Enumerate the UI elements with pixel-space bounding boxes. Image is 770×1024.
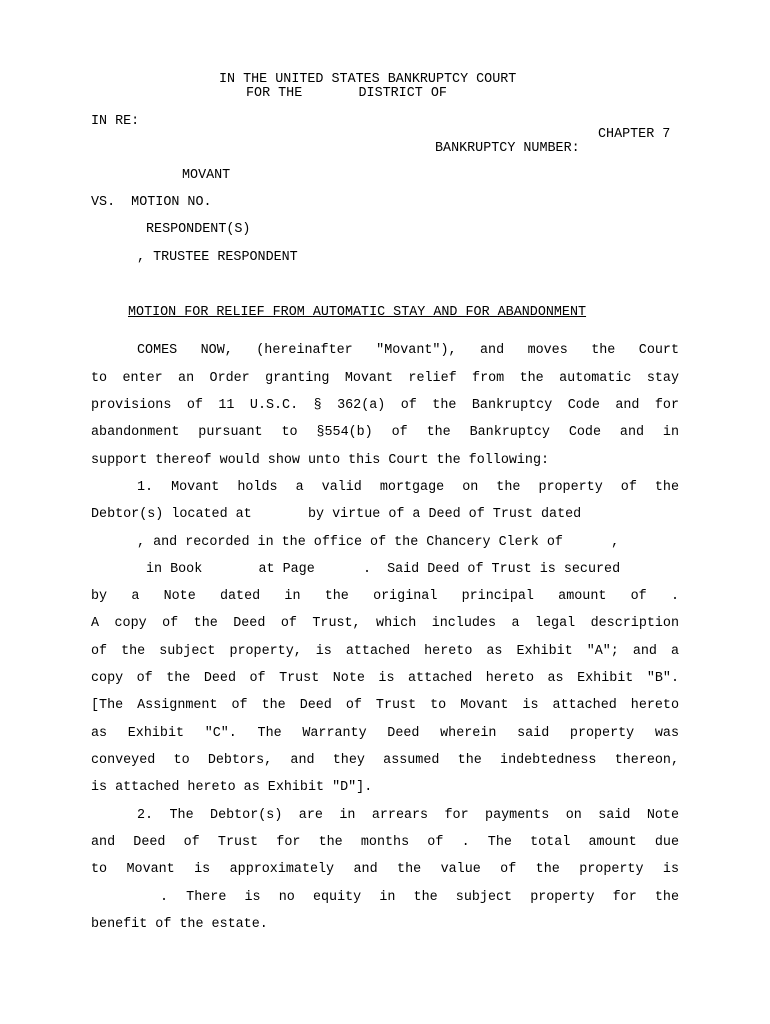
body-line: and Deed of Trust for the months of . The total amount due	[91, 835, 679, 850]
body-line: is attached hereto as Exhibit "D"].	[91, 780, 373, 795]
body-line: in Book at Page . Said Deed of Trust is secured	[146, 562, 621, 577]
district-heading: FOR THE DISTRICT OF	[246, 86, 447, 101]
body-line: benefit of the estate.	[91, 917, 268, 932]
bankruptcy-number-label: BANKRUPTCY NUMBER:	[435, 141, 580, 156]
in-re-label: IN RE:	[91, 114, 140, 129]
body-line: 2. The Debtor(s) are in arrears for payments on said Note	[137, 808, 679, 823]
respondents-label: RESPONDENT(S)	[146, 222, 251, 237]
body-line: conveyed to Debtors, and they assumed the indebtedness thereon,	[91, 753, 679, 768]
body-line: of the subject property, is attached hereto as Exhibit "A"; and a	[91, 644, 679, 659]
chapter-label: CHAPTER 7	[598, 127, 671, 142]
body-line: . There is no equity in the subject property for the	[160, 890, 679, 905]
court-heading: IN THE UNITED STATES BANKRUPTCY COURT	[219, 72, 517, 87]
body-line: to enter an Order granting Movant relief from the automatic stay	[91, 371, 679, 386]
body-line: Debtor(s) located at by virtue of a Deed of Trust dated	[91, 507, 582, 522]
vs-motion-label: VS. MOTION NO.	[91, 195, 212, 210]
body-line: as Exhibit "C". The Warranty Deed wherein said property was	[91, 726, 679, 741]
body-line: 1. Movant holds a valid mortgage on the property of the	[137, 480, 679, 495]
body-line: COMES NOW, (hereinafter "Movant"), and moves the Court	[137, 343, 679, 358]
body-line: copy of the Deed of Trust Note is attached hereto as Exhibit "B".	[91, 671, 679, 686]
body-line: to Movant is approximately and the value of the property is	[91, 862, 679, 877]
body-line: support thereof would show unto this Court the following:	[91, 453, 550, 468]
trustee-label: , TRUSTEE RESPONDENT	[137, 250, 298, 265]
body-line: by a Note dated in the original principal amount of .	[91, 589, 679, 604]
body-line: provisions of 11 U.S.C. § 362(a) of the Bankruptcy Code and for	[91, 398, 679, 413]
body-line: A copy of the Deed of Trust, which includes a legal description	[91, 616, 679, 631]
movant-label: MOVANT	[182, 168, 231, 183]
body-line: [The Assignment of the Deed of Trust to Movant is attached hereto	[91, 698, 679, 713]
body-line: abandonment pursuant to §554(b) of the Bankruptcy Code and in	[91, 425, 679, 440]
motion-title: MOTION FOR RELIEF FROM AUTOMATIC STAY AND FOR ABANDONMENT	[128, 305, 587, 320]
body-line: , and recorded in the office of the Chancery Clerk of ,	[137, 535, 620, 550]
